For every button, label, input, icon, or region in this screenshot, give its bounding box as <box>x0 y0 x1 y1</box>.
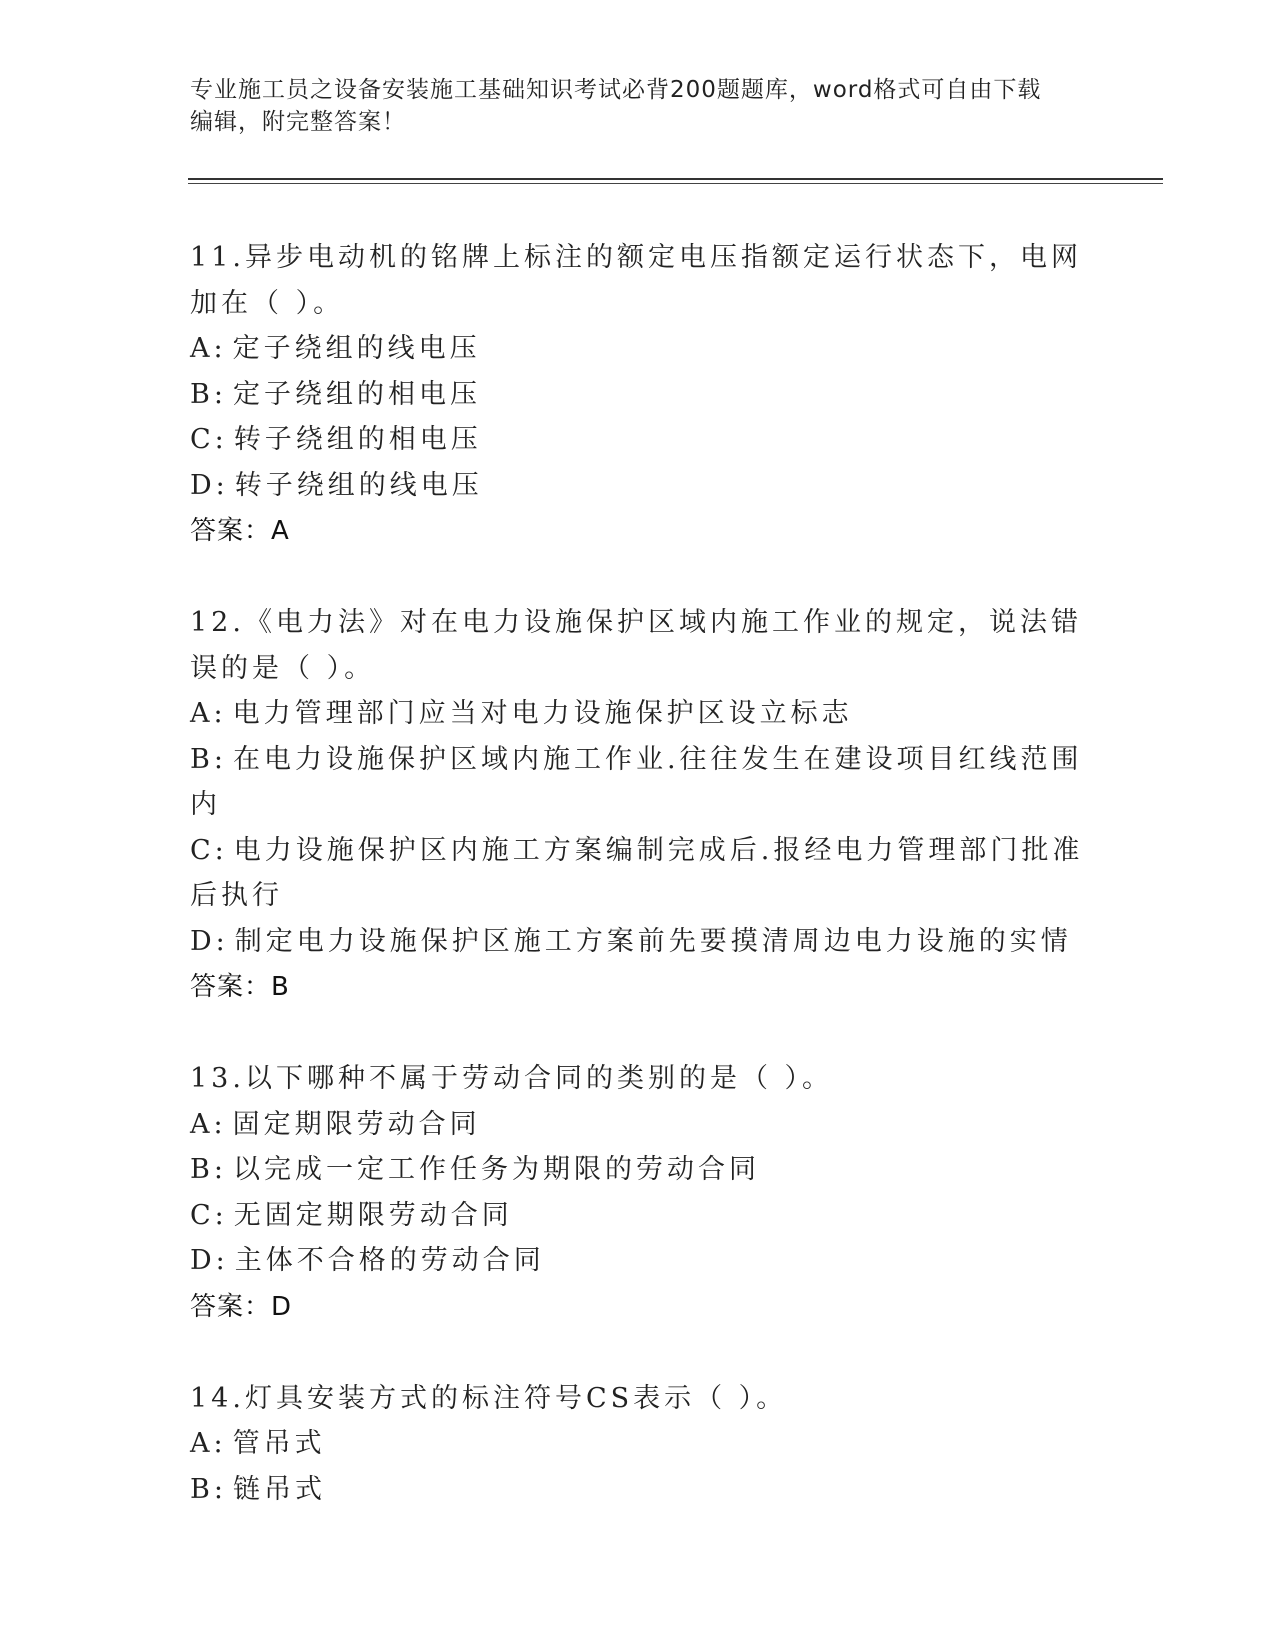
option-a <box>190 691 1090 737</box>
header-title-line-1: 专业施工员之设备安装施工基础知识考试必背200题题库，word格式可自由下载 <box>190 77 1042 103</box>
question-14 <box>190 1376 1090 1513</box>
option-text: 定子绕组的线电压 <box>232 333 481 364</box>
option-text: 制定电力设施保护区施工方案前先要摸清周边电力设施的实情 <box>234 925 1072 957</box>
option-letter: A: <box>190 1108 227 1140</box>
option-text: 转子绕组的线电压 <box>234 469 483 501</box>
question-12 <box>190 600 1090 1010</box>
answer-label: 答案：A <box>190 516 290 546</box>
option-letter: C: <box>190 424 228 455</box>
question-13 <box>190 1056 1090 1330</box>
option-letter: A: <box>190 333 227 364</box>
option-letter: A: <box>190 698 227 729</box>
option-b <box>190 1147 1090 1193</box>
header-divider-bottom <box>188 183 1163 184</box>
option-text: 无固定期限劳动合同 <box>233 1199 513 1231</box>
question-stem: 13.以下哪种不属于劳动合同的类别的是（ ）。 <box>190 1063 834 1094</box>
question-stem: 11.异步电动机的铭牌上标注的额定电压指额定运行状态下，电网加在（ ）。 <box>190 242 1082 319</box>
header-title-line-2: 编辑，附完整答案！ <box>190 109 406 135</box>
answer-label: 答案：D <box>190 1291 293 1322</box>
option-text: 链吊式 <box>232 1473 326 1505</box>
option-letter: B: <box>190 1473 227 1505</box>
option-letter: B: <box>190 378 227 410</box>
question-list <box>190 235 1090 1558</box>
option-c <box>190 1193 1090 1239</box>
option-letter: D: <box>190 925 229 957</box>
question-11 <box>190 235 1090 554</box>
question-stem: 14.灯具安装方式的标注符号CS表示（ ）。 <box>190 1382 788 1414</box>
document-header <box>190 74 1090 138</box>
option-text: 电力管理部门应当对电力设施保护区设立标志 <box>232 698 853 729</box>
option-letter: C: <box>190 834 228 866</box>
option-b <box>190 372 1090 418</box>
header-divider-top <box>188 178 1163 180</box>
answer-label: 答案：B <box>190 972 290 1002</box>
option-d <box>190 1238 1090 1284</box>
option-text: 在电力设施保护区域内施工作业.往往发生在建设项目红线范围内 <box>190 743 1083 820</box>
option-letter: C: <box>190 1199 228 1231</box>
option-d <box>190 463 1090 509</box>
option-text: 管吊式 <box>232 1428 326 1459</box>
option-c <box>190 828 1090 919</box>
option-a <box>190 1421 1090 1467</box>
option-text: 电力设施保护区内施工方案编制完成后.报经电力管理部门批准后执行 <box>190 834 1084 911</box>
option-text: 固定期限劳动合同 <box>232 1108 481 1140</box>
option-b <box>190 737 1090 828</box>
option-letter: B: <box>190 1154 227 1185</box>
option-text: 转子绕组的相电压 <box>233 424 482 455</box>
option-b <box>190 1467 1090 1513</box>
option-text: 主体不合格的劳动合同 <box>234 1245 545 1276</box>
option-text: 定子绕组的相电压 <box>232 378 481 410</box>
option-c <box>190 417 1090 463</box>
option-letter: B: <box>190 743 227 775</box>
option-letter: D: <box>190 469 229 501</box>
option-d <box>190 919 1090 965</box>
question-stem: 12.《电力法》对在电力设施保护区域内施工作业的规定，说法错误的是（ ）。 <box>190 607 1082 684</box>
option-a <box>190 1102 1090 1148</box>
option-letter: A: <box>190 1428 227 1459</box>
option-text: 以完成一定工作任务为期限的劳动合同 <box>232 1154 760 1185</box>
option-letter: D: <box>190 1245 229 1276</box>
option-a <box>190 326 1090 372</box>
